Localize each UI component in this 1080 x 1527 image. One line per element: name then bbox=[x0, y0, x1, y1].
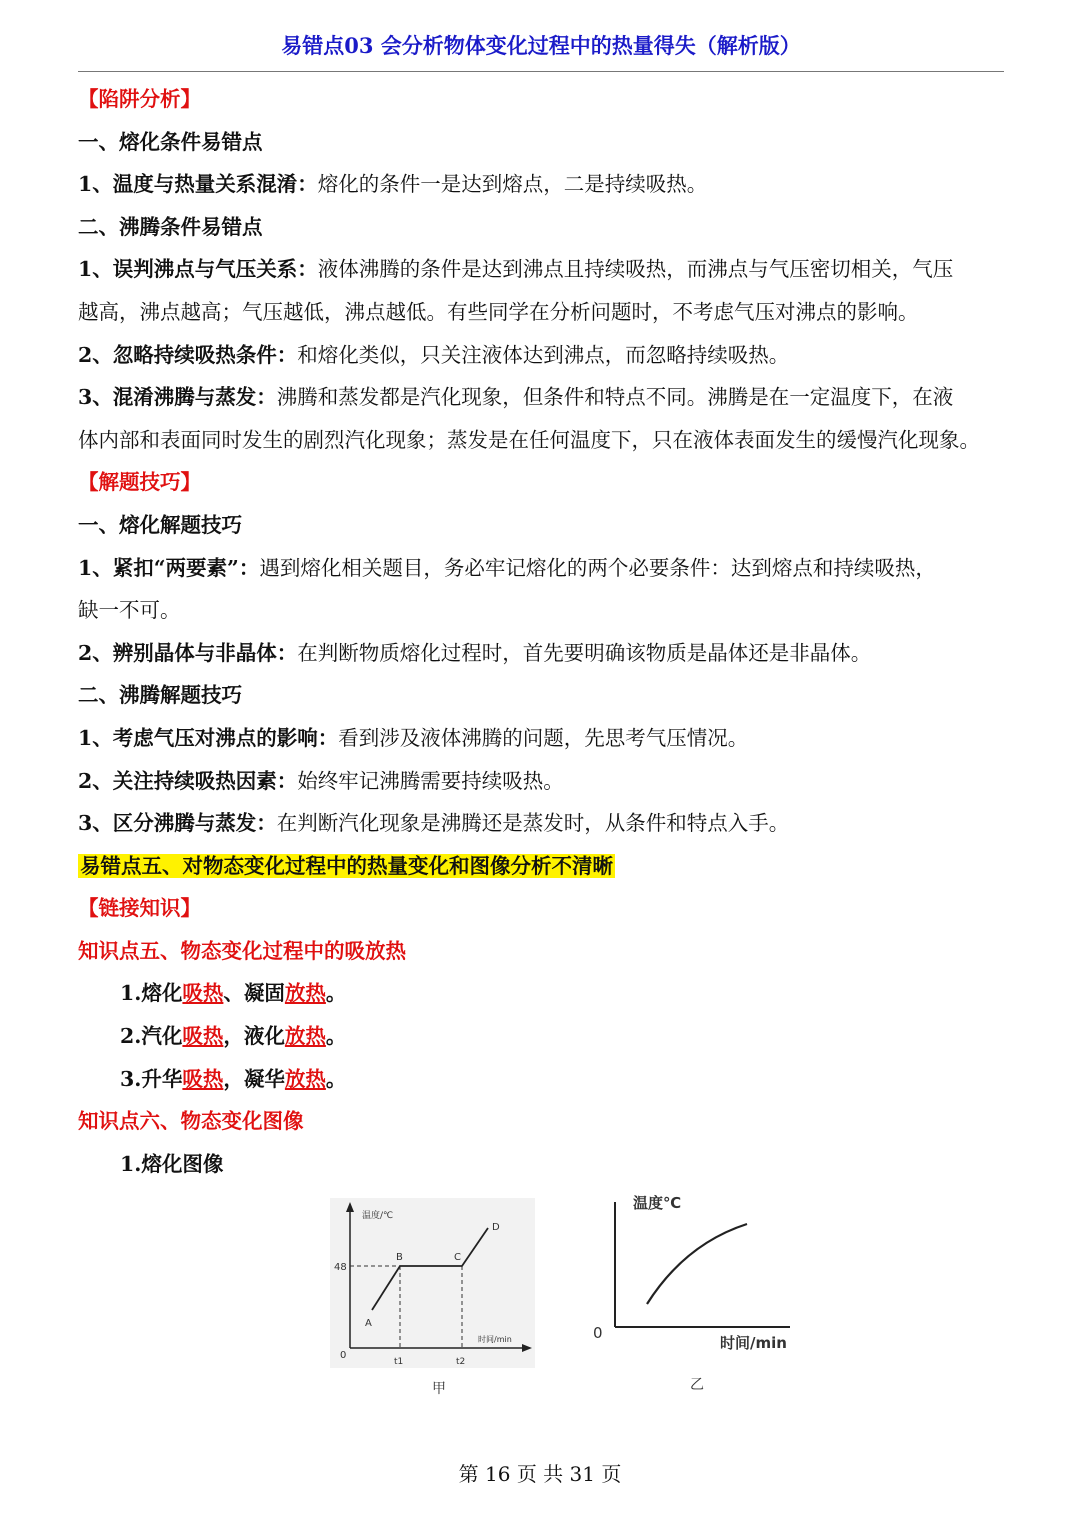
document-body bbox=[78, 78, 1008, 1185]
header-divider bbox=[78, 71, 1004, 72]
point-five-highlight: 易错点五、对物态变化过程中的热量变化和图像分析不清晰 bbox=[80, 853, 613, 878]
melting-graph-label: 1.熔化图像 bbox=[120, 1151, 224, 1176]
boiling-trap-item-2 bbox=[78, 334, 1008, 377]
boiling-trap-item-3-cont: 体内部和表面同时发生的剧烈汽化现象；蒸发是在任何温度下，只在液体表面发生的缓慢汽化现象。 bbox=[78, 427, 980, 452]
item-label: 2、辨别晶体与非晶体： bbox=[78, 640, 298, 665]
figures-row bbox=[330, 1192, 810, 1397]
melting-trap-heading: 一、熔化条件易错点 bbox=[78, 129, 263, 154]
x-axis-label: 时间/min bbox=[478, 1335, 512, 1344]
term: ，凝华 bbox=[223, 1066, 285, 1091]
answer-absorb: 吸热 bbox=[182, 1024, 224, 1049]
y-axis-label: 温度℃ bbox=[633, 1194, 682, 1212]
linked-knowledge-title: 【链接知识】 bbox=[78, 896, 201, 921]
boiling-tip-item-1 bbox=[78, 717, 1008, 760]
x-axis-label: 时间/min bbox=[720, 1334, 787, 1352]
heat-line-3 bbox=[78, 1058, 1008, 1101]
melting-graph-jia bbox=[330, 1198, 535, 1368]
point-c-label: C bbox=[454, 1252, 461, 1263]
item-text: 沸腾和蒸发都是汽化现象，但条件和特点不同。沸腾是在一定温度下，在液 bbox=[276, 385, 954, 410]
term: 、凝固 bbox=[223, 981, 285, 1006]
tick-48: 48 bbox=[334, 1262, 347, 1273]
melting-tip-item-2 bbox=[78, 632, 1008, 675]
melting-tip-item-1 bbox=[78, 547, 1008, 590]
punct: 。 bbox=[325, 1024, 347, 1049]
point-five-row bbox=[78, 845, 1008, 888]
tick-t1: t1 bbox=[394, 1357, 404, 1367]
item-text: 在判断汽化现象是沸腾还是蒸发时，从条件和特点入手。 bbox=[276, 811, 790, 836]
y-axis-arrow bbox=[346, 1202, 354, 1212]
boiling-trap-item-3 bbox=[78, 376, 1008, 419]
answer-release: 放热 bbox=[284, 981, 326, 1006]
answer-release: 放热 bbox=[284, 1024, 326, 1049]
knowledge-point-5: 知识点五、物态变化过程中的吸放热 bbox=[78, 938, 406, 963]
figure-yi bbox=[585, 1192, 800, 1362]
punct: 。 bbox=[325, 981, 347, 1006]
boiling-tips-heading: 二、沸腾解题技巧 bbox=[78, 683, 242, 708]
item-text: 液体沸腾的条件是达到沸点且持续吸热，而沸点与气压密切相关，气压 bbox=[317, 257, 954, 282]
item-label: 1、考虑气压对沸点的影响： bbox=[78, 725, 339, 750]
melting-trap-item-1 bbox=[78, 163, 1008, 206]
term: ，液化 bbox=[223, 1024, 285, 1049]
term: 1.熔化 bbox=[120, 981, 183, 1006]
x-axis-arrow bbox=[522, 1344, 532, 1352]
item-text: 和熔化类似，只关注液体达到沸点，而忽略持续吸热。 bbox=[297, 342, 790, 367]
point-b-label: B bbox=[396, 1252, 403, 1263]
boiling-tip-item-2 bbox=[78, 760, 1008, 803]
boiling-trap-item-1-cont: 越高，沸点越高；气压越低，沸点越低。有些同学在分析问题时，不考虑气压对沸点的影响。 bbox=[78, 299, 919, 324]
item-text: 熔化的条件一是达到熔点，二是持续吸热。 bbox=[317, 172, 708, 197]
point-d-label: D bbox=[492, 1222, 500, 1233]
trap-analysis-title: 【陷阱分析】 bbox=[78, 87, 201, 111]
amorphous-curve bbox=[647, 1224, 747, 1304]
heat-line-2 bbox=[78, 1015, 1008, 1058]
knowledge-point-6: 知识点六、物态变化图像 bbox=[78, 1109, 304, 1134]
item-label: 1、紧扣“两要素”： bbox=[78, 555, 260, 580]
origin-label: 0 bbox=[340, 1350, 347, 1361]
point-a-label: A bbox=[365, 1318, 372, 1329]
melting-curve bbox=[372, 1228, 488, 1310]
tick-t2: t2 bbox=[456, 1357, 466, 1367]
boiling-trap-item-1 bbox=[78, 248, 1008, 291]
item-label: 2、关注持续吸热因素： bbox=[78, 768, 298, 793]
answer-absorb: 吸热 bbox=[182, 981, 224, 1006]
item-label: 2、忽略持续吸热条件： bbox=[78, 342, 298, 367]
answer-release: 放热 bbox=[284, 1066, 326, 1091]
item-text: 始终牢记沸腾需要持续吸热。 bbox=[297, 768, 564, 793]
item-label: 1、温度与热量关系混淆： bbox=[78, 172, 318, 197]
answer-absorb: 吸热 bbox=[182, 1066, 224, 1091]
item-label: 1、误判沸点与气压关系： bbox=[78, 257, 318, 282]
page-header-title: 易错点03 会分析物体变化过程中的热量得失（解析版） bbox=[281, 33, 801, 58]
item-text: 看到涉及液体沸腾的问题，先思考气压情况。 bbox=[338, 725, 749, 750]
melting-graph-yi bbox=[585, 1192, 800, 1362]
term: 3.升华 bbox=[120, 1066, 183, 1091]
boiling-tip-item-3 bbox=[78, 802, 1008, 845]
heat-line-1 bbox=[78, 972, 1008, 1015]
punct: 。 bbox=[325, 1066, 347, 1091]
figure-jia bbox=[330, 1198, 535, 1368]
page-number: 第 16 页 共 31 页 bbox=[458, 1462, 622, 1486]
solving-tips-title: 【解题技巧】 bbox=[78, 470, 201, 495]
term: 2.汽化 bbox=[120, 1024, 183, 1049]
figure-yi-caption: 乙 bbox=[690, 1377, 704, 1393]
melting-tip-item-1-cont: 缺一不可。 bbox=[78, 598, 181, 623]
item-label: 3、区分沸腾与蒸发： bbox=[78, 811, 277, 836]
figure-jia-caption: 甲 bbox=[432, 1381, 446, 1397]
item-label: 3、混淆沸腾与蒸发： bbox=[78, 385, 277, 410]
melting-tips-heading: 一、熔化解题技巧 bbox=[78, 512, 242, 537]
boiling-trap-heading: 二、沸腾条件易错点 bbox=[78, 214, 263, 239]
item-text: 在判断物质熔化过程时，首先要明确该物质是晶体还是非晶体。 bbox=[297, 640, 872, 665]
item-text: 遇到熔化相关题目，务必牢记熔化的两个必要条件：达到熔点和持续吸热， bbox=[259, 555, 936, 580]
y-axis-label: 温度/℃ bbox=[362, 1211, 394, 1221]
origin-label: 0 bbox=[593, 1324, 603, 1342]
